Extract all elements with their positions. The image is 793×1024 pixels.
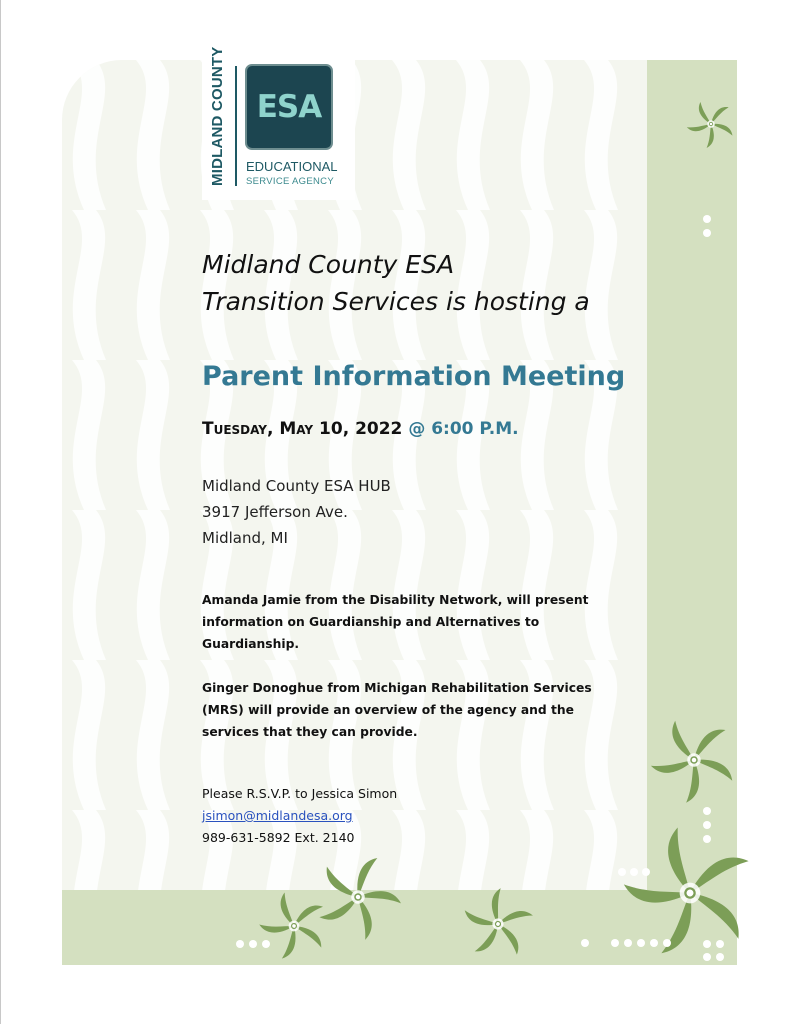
- headline-line2: Transition Services is hosting a: [202, 287, 590, 316]
- right-band: [647, 60, 737, 965]
- event-month: May: [279, 419, 314, 439]
- rsvp-line: Please R.S.V.P. to Jessica Simon: [202, 786, 398, 801]
- speaker-paragraph-2: Ginger Donoghue from Michigan Rehabilitation Services (MRS) will provide an overview of the agency and the services that they can provide.: [202, 681, 592, 739]
- address-line2: 3917 Jefferson Ave.: [202, 503, 348, 521]
- page-edge: [0, 0, 1, 1024]
- event-datetime: [202, 419, 519, 439]
- event-title: Parent Information Meeting: [202, 361, 626, 392]
- speaker-paragraph-1: Amanda Jamie from the Disability Network, will present information on Guardianship and Alternatives to Guardianship.: [202, 593, 589, 651]
- logo-line-service-agency: SERVICE AGENCY: [246, 176, 334, 187]
- bottom-band: [62, 890, 737, 965]
- event-time: @ 6:00 P.M.: [408, 419, 519, 439]
- address-line1: Midland County ESA HUB: [202, 477, 391, 495]
- event-day-year: 10, 2022: [319, 419, 403, 439]
- logo-divider: [235, 66, 237, 186]
- event-weekday: Tuesday,: [202, 419, 274, 439]
- flyer-background: [62, 46, 737, 965]
- logo-badge-text: ESA: [256, 89, 322, 125]
- event-address: [202, 473, 391, 551]
- rsvp-email-link[interactable]: jsimon@midlandesa.org: [202, 808, 353, 823]
- rsvp-block: [202, 783, 397, 849]
- logo-badge: [245, 64, 333, 150]
- headline-line1: Midland County ESA: [202, 250, 455, 279]
- headline: [202, 246, 622, 320]
- esa-logo: [202, 46, 355, 200]
- rsvp-phone: 989-631-5892 Ext. 2140: [202, 830, 355, 845]
- logo-line-educational: EDUCATIONAL: [246, 159, 338, 174]
- logo-vertical-text: MIDLAND COUNTY: [209, 46, 226, 186]
- address-line3: Midland, MI: [202, 529, 288, 547]
